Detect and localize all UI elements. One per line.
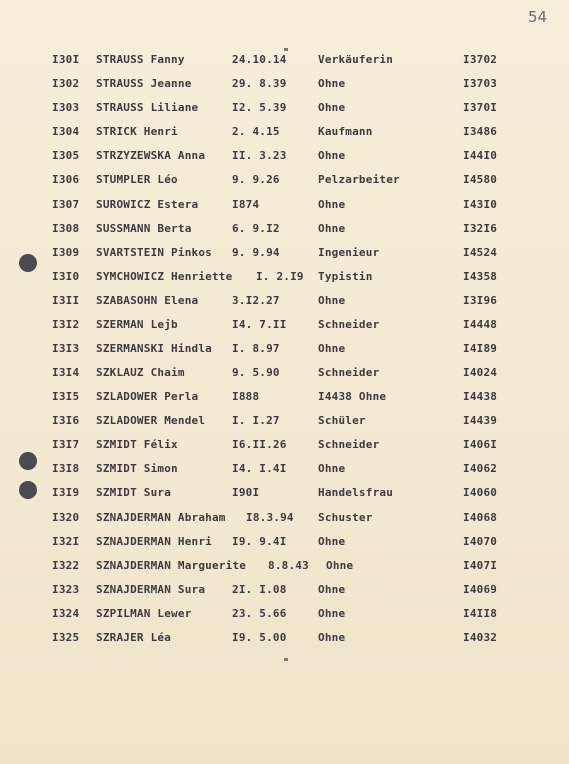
person-name: SZNAJDERMAN Henri: [96, 535, 212, 548]
fold-mark-bottom: [284, 658, 288, 661]
occupation: Ingenieur: [318, 246, 380, 259]
birth-date: I9. 9.4I: [232, 535, 287, 548]
registration-number: I4438: [463, 390, 498, 403]
list-item: [0, 411, 569, 431]
list-item: [0, 146, 569, 166]
list-item: [0, 291, 569, 311]
list-item: [0, 435, 569, 455]
record-number: I3I5: [52, 390, 80, 403]
record-number: I307: [52, 198, 80, 211]
list-item: [0, 483, 569, 503]
occupation: Schneider: [318, 438, 380, 451]
registration-number: I44I0: [463, 149, 498, 162]
person-name: STRAUSS Jeanne: [96, 77, 192, 90]
birth-date: I8.3.94: [246, 511, 294, 524]
record-number: I320: [52, 511, 80, 524]
registration-number: I4I89: [463, 342, 498, 355]
registration-number: I407I: [463, 559, 498, 572]
registration-number: I4068: [463, 511, 498, 524]
list-item: [0, 50, 569, 70]
record-number: I308: [52, 222, 80, 235]
record-number: I324: [52, 607, 80, 620]
list-item: [0, 363, 569, 383]
record-number: I306: [52, 173, 80, 186]
record-number: I325: [52, 631, 80, 644]
record-number: I3I3: [52, 342, 80, 355]
list-item: [0, 219, 569, 239]
occupation: I4438 Ohne: [318, 390, 387, 403]
record-number: I3II: [52, 294, 80, 307]
list-item: [0, 339, 569, 359]
occupation: Schüler: [318, 414, 366, 427]
person-name: SZRAJER Léa: [96, 631, 172, 644]
person-name: STRZYZEWSKA Anna: [96, 149, 206, 162]
list-item: [0, 580, 569, 600]
record-number: I3I2: [52, 318, 80, 331]
person-name: SYMCHOWICZ Henriette: [96, 270, 233, 283]
occupation: Ohne: [318, 101, 346, 114]
record-number: I3I6: [52, 414, 80, 427]
record-number: I303: [52, 101, 80, 114]
person-name: SZNAJDERMAN Abraham: [96, 511, 226, 524]
list-item: [0, 315, 569, 335]
registration-number: I370I: [463, 101, 498, 114]
person-name: STUMPLER Léo: [96, 173, 178, 186]
occupation: Ohne: [318, 535, 346, 548]
occupation: Ohne: [318, 607, 346, 620]
person-name: STRICK Henri: [96, 125, 178, 138]
person-name: SZMIDT Félix: [96, 438, 178, 451]
list-item: [0, 508, 569, 528]
birth-date: I6.II.26: [232, 438, 287, 451]
person-name: SZERMANSKI Hindla: [96, 342, 212, 355]
birth-date: 9. 9.94: [232, 246, 280, 259]
birth-date: I9. 5.00: [232, 631, 287, 644]
record-number: I3I8: [52, 462, 80, 475]
list-item: [0, 387, 569, 407]
registration-number: I4069: [463, 583, 498, 596]
birth-date: I888: [232, 390, 260, 403]
birth-date: 2. 4.15: [232, 125, 280, 138]
page-number: 54: [528, 8, 548, 26]
registration-number: I4062: [463, 462, 498, 475]
list-item: [0, 243, 569, 263]
list-item: [0, 267, 569, 287]
birth-date: I4. 7.II: [232, 318, 287, 331]
record-number: I3I0: [52, 270, 80, 283]
person-name: SZERMAN Lejb: [96, 318, 178, 331]
person-name: SZABASOHN Elena: [96, 294, 199, 307]
record-number: I304: [52, 125, 80, 138]
registration-number: I4024: [463, 366, 498, 379]
occupation: Ohne: [318, 222, 346, 235]
person-name: SZKLAUZ Chaim: [96, 366, 185, 379]
record-number: I3I4: [52, 366, 80, 379]
registration-number: I4II8: [463, 607, 498, 620]
record-number: I3I7: [52, 438, 80, 451]
list-item: [0, 556, 569, 576]
registration-number: I4448: [463, 318, 498, 331]
list-item: [0, 628, 569, 648]
birth-date: 8.8.43: [268, 559, 309, 572]
record-number: I30I: [52, 53, 80, 66]
registration-number: I3I96: [463, 294, 498, 307]
occupation: Ohne: [318, 342, 346, 355]
person-name: SZLADOWER Mendel: [96, 414, 206, 427]
registration-number: I4580: [463, 173, 498, 186]
record-number: I322: [52, 559, 80, 572]
birth-date: 29. 8.39: [232, 77, 287, 90]
occupation: Ohne: [318, 631, 346, 644]
list-item: [0, 98, 569, 118]
occupation: Ohne: [318, 77, 346, 90]
occupation: Ohne: [318, 149, 346, 162]
list-item: [0, 74, 569, 94]
occupation: Ohne: [326, 559, 354, 572]
occupation: Typistin: [318, 270, 373, 283]
registration-number: I3702: [463, 53, 498, 66]
list-item: [0, 532, 569, 552]
birth-date: 3.I2.27: [232, 294, 280, 307]
registration-number: I4358: [463, 270, 498, 283]
birth-date: II. 3.23: [232, 149, 287, 162]
occupation: Ohne: [318, 583, 346, 596]
occupation: Ohne: [318, 198, 346, 211]
record-number: I32I: [52, 535, 80, 548]
person-name: SVARTSTEIN Pinkos: [96, 246, 212, 259]
occupation: Schuster: [318, 511, 373, 524]
birth-date: I. 2.I9: [256, 270, 304, 283]
person-name: STRAUSS Liliane: [96, 101, 199, 114]
person-name: SUROWICZ Estera: [96, 198, 199, 211]
person-name: SZLADOWER Perla: [96, 390, 199, 403]
record-number: I305: [52, 149, 80, 162]
person-name: SZMIDT Simon: [96, 462, 178, 475]
birth-date: 9. 9.26: [232, 173, 280, 186]
birth-date: I874: [232, 198, 260, 211]
registration-number: I3486: [463, 125, 498, 138]
person-name: SZNAJDERMAN Marguerite: [96, 559, 247, 572]
registration-number: I4032: [463, 631, 498, 644]
birth-date: I2. 5.39: [232, 101, 287, 114]
birth-date: I4. I.4I: [232, 462, 287, 475]
person-name: SUSSMANN Berta: [96, 222, 192, 235]
birth-date: 9. 5.90: [232, 366, 280, 379]
list-item: [0, 170, 569, 190]
birth-date: I. I.27: [232, 414, 280, 427]
occupation: Schneider: [318, 366, 380, 379]
registration-number: I406I: [463, 438, 498, 451]
registration-number: I4524: [463, 246, 498, 259]
person-name: SZMIDT Sura: [96, 486, 172, 499]
occupation: Verkäuferin: [318, 53, 394, 66]
occupation: Ohne: [318, 294, 346, 307]
record-number: I3I9: [52, 486, 80, 499]
list-item: [0, 604, 569, 624]
record-number: I323: [52, 583, 80, 596]
occupation: Ohne: [318, 462, 346, 475]
person-name: STRAUSS Fanny: [96, 53, 185, 66]
registration-number: I4070: [463, 535, 498, 548]
occupation: Schneider: [318, 318, 380, 331]
birth-date: I90I: [232, 486, 260, 499]
occupation: Kaufmann: [318, 125, 373, 138]
list-item: [0, 122, 569, 142]
registration-number: I3703: [463, 77, 498, 90]
registration-number: I32I6: [463, 222, 498, 235]
registration-number: I4439: [463, 414, 498, 427]
birth-date: I. 8.97: [232, 342, 280, 355]
birth-date: 24.10.14: [232, 53, 287, 66]
list-item: [0, 195, 569, 215]
occupation: Handelsfrau: [318, 486, 394, 499]
registration-number: I4060: [463, 486, 498, 499]
person-name: SZPILMAN Lewer: [96, 607, 192, 620]
person-name: SZNAJDERMAN Sura: [96, 583, 206, 596]
occupation: Pelzarbeiter: [318, 173, 400, 186]
record-number: I309: [52, 246, 80, 259]
birth-date: 23. 5.66: [232, 607, 287, 620]
record-number: I302: [52, 77, 80, 90]
registration-number: I43I0: [463, 198, 498, 211]
birth-date: 6. 9.I2: [232, 222, 280, 235]
birth-date: 2I. I.08: [232, 583, 287, 596]
list-item: [0, 459, 569, 479]
